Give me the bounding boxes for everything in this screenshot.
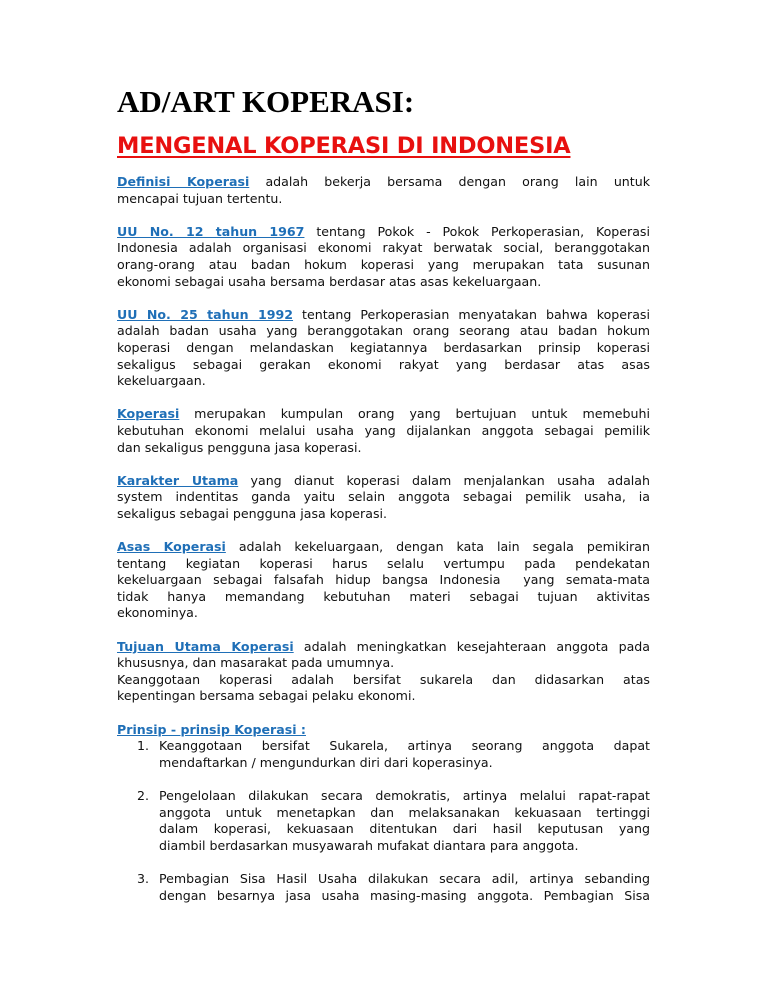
paragraphs (117, 174, 650, 705)
paragraph-line (117, 323, 650, 340)
paragraph-line (117, 340, 650, 357)
line-text: tentang Perkoperasian menyatakan bahwa koperasi (293, 306, 650, 322)
paragraph-line (117, 423, 650, 440)
paragraph-line (117, 672, 650, 689)
paragraph-line (117, 240, 650, 257)
paragraph-line (117, 655, 650, 672)
line-text: kebutuhan ekonomi melalui usaha yang dijalankan anggota sebagai pemilik (117, 422, 650, 438)
paragraph-line (117, 174, 650, 191)
principle-item (117, 871, 650, 904)
paragraph (117, 639, 650, 705)
line-text: tidak hanya memandang kebutuhan materi sebagai tujuan aktivitas (117, 588, 650, 604)
principle-item (117, 738, 650, 771)
term-link[interactable]: Karakter Utama (117, 472, 239, 488)
item-line: diambil berdasarkan musyawarah mufakat diantara para anggota. (159, 837, 579, 853)
line-text: sekaligus sebagai pengguna jasa koperasi. (117, 505, 388, 521)
paragraph-line (117, 489, 650, 506)
paragraph-line (117, 406, 650, 423)
principles-heading-link[interactable]: Prinsip - prinsip Koperasi : (117, 721, 306, 737)
line-text: ekonominya. (117, 605, 198, 621)
line-text: kepentingan bersama sebagai pelaku ekonomi. (117, 688, 416, 704)
line-text: Indonesia adalah organisasi ekonomi rakyat berwatak social, beranggotakan (117, 240, 650, 256)
line-text: adalah badan usaha yang beranggotakan orang seorang atau badan hokum (117, 323, 650, 339)
paragraph-line (117, 473, 650, 490)
line-text: kekeluargaan sebagai falsafah hidup bangsa Indonesia yang semata-mata (117, 572, 650, 588)
item-line: Keanggotaan bersifat Sukarela, artinya seorang anggota dapat (159, 738, 650, 754)
line-text: khususnya, dan masarakat pada umumnya. (117, 655, 395, 671)
item-line: mendaftarkan / mengundurkan diri dari koperasinya. (159, 754, 493, 770)
paragraph (117, 406, 650, 456)
term-link[interactable]: Koperasi (117, 406, 180, 422)
paragraph-line (117, 688, 650, 705)
term-link[interactable]: UU No. 25 tahun 1992 (117, 306, 294, 322)
paragraph-line (117, 257, 650, 274)
line-text: tentang Pokok - Pokok Perkoperasian, Koperasi (304, 223, 650, 239)
item-line: Pengelolaan dilakukan secara demokratis, artinya melalui rapat-rapat (159, 787, 650, 803)
paragraph (117, 307, 650, 390)
item-line: dengan besarnya jasa usaha masing-masing anggota. Pembagian Sisa (159, 887, 650, 903)
item-line: anggota untuk menetapkan dan melaksanakan kekuasaan tertinggi (159, 804, 650, 820)
line-text: sekaligus sebagai gerakan ekonomi rakyat yang berdasar atas asas (117, 356, 650, 372)
term-link[interactable]: Asas Koperasi (117, 539, 226, 555)
line-text: orang-orang atau badan hokum koperasi yang merupakan tata susunan (117, 256, 650, 272)
line-text: system indentitas ganda yaitu selain anggota sebagai pemilik usaha, ia (117, 489, 650, 505)
paragraph (117, 224, 650, 290)
item-line: dalam koperasi, kekuasaan ditentukan dari hasil keputusan yang (159, 821, 650, 837)
paragraph-line (117, 440, 650, 457)
paragraph-line (117, 224, 650, 241)
line-text: adalah kekeluargaan, dengan kata lain segala pemikiran (225, 539, 651, 555)
line-text: dan sekaligus pengguna jasa koperasi. (117, 439, 362, 455)
paragraph-line (117, 307, 650, 324)
line-text: ekonomi sebagai usaha bersama berdasar atas asas kekeluargaan. (117, 273, 542, 289)
section-heading: MENGENAL KOPERASI DI INDONESIA (117, 133, 571, 159)
term-link[interactable]: Tujuan Utama Koperasi (117, 638, 294, 654)
paragraph (117, 473, 650, 523)
paragraph-line (117, 274, 650, 291)
item-number: 3. (137, 870, 150, 886)
paragraph-line (117, 605, 650, 622)
line-text: merupakan kumpulan orang yang bertujuan untuk memebuhi (179, 406, 650, 422)
document-page (117, 84, 650, 921)
line-text: mencapai tujuan tertentu. (117, 190, 283, 206)
paragraph (117, 174, 650, 207)
paragraph-line (117, 556, 650, 573)
term-link[interactable]: UU No. 12 tahun 1967 (117, 223, 305, 239)
line-text: adalah meningkatkan kesejahteraan anggota pada (293, 638, 650, 654)
item-number: 1. (137, 738, 150, 754)
paragraph-line (117, 572, 650, 589)
paragraph-line (117, 506, 650, 523)
principles-heading (117, 722, 650, 739)
line-text: koperasi dengan melandaskan kegiatannya berdasarkan prinsip koperasi (117, 339, 650, 355)
item-number: 2. (137, 787, 150, 803)
line-text: yang dianut koperasi dalam menjalankan usaha adalah (238, 472, 650, 488)
line-text: adalah bekerja bersama dengan orang lain untuk (249, 174, 650, 189)
principles-list (117, 738, 650, 904)
paragraph (117, 539, 650, 622)
paragraph-line (117, 373, 650, 390)
paragraph-line (117, 539, 650, 556)
principle-item (117, 788, 650, 854)
item-line: Pembagian Sisa Hasil Usaha dilakukan secara adil, artinya sebanding (159, 870, 650, 886)
line-text: kekeluargaan. (117, 373, 206, 389)
paragraph-line (117, 191, 650, 208)
term-link[interactable]: Definisi Koperasi (117, 174, 250, 189)
line-text: Keanggotaan koperasi adalah bersifat sukarela dan didasarkan atas (117, 671, 650, 687)
paragraph-line (117, 589, 650, 606)
line-text: tentang kegiatan koperasi harus selalu vertumpu pada pendekatan (117, 555, 650, 571)
document-title: AD/ART KOPERASI: (117, 84, 415, 119)
paragraph-line (117, 357, 650, 374)
paragraph-line (117, 639, 650, 656)
